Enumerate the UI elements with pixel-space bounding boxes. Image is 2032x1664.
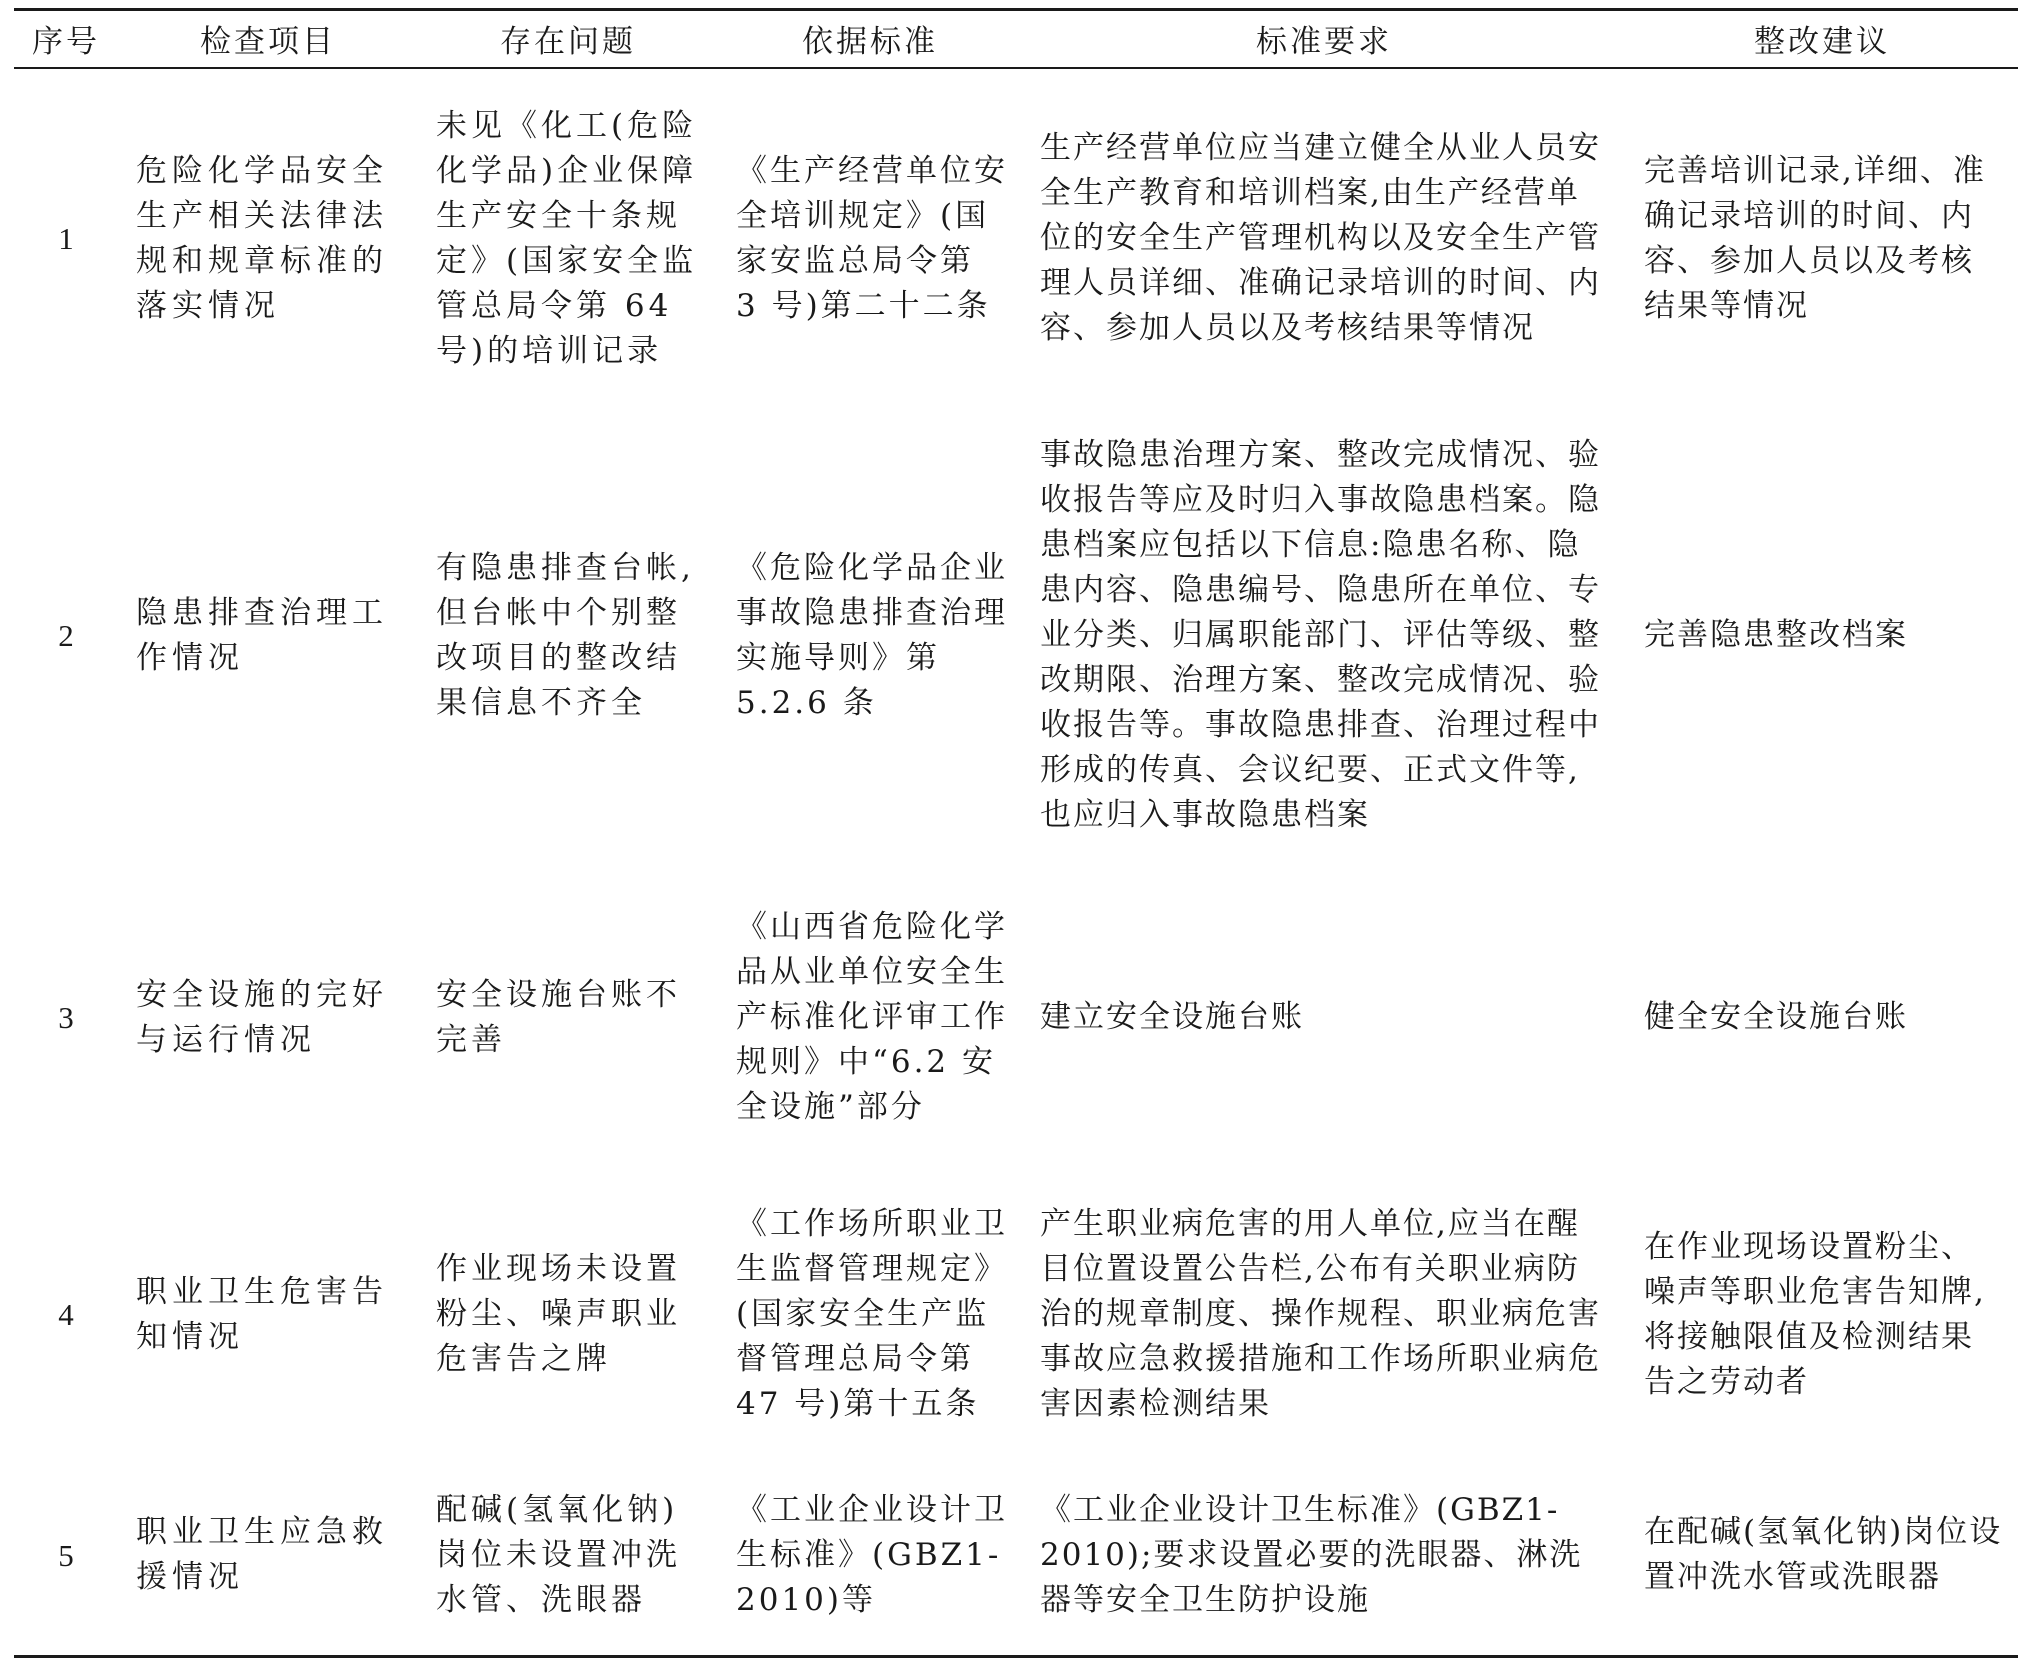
table-row (14, 409, 2018, 862)
cell-item: 危险化学品安全生产相关法律法规和规章标准的落实情况 (136, 152, 388, 324)
table-body (14, 68, 2018, 1657)
cell-requirement: 事故隐患治理方案、整改完成情况、验收报告等应及时归入事故隐患档案。隐患档案应包括以下信息:隐患名称、隐患内容、隐患编号、隐患所在单位、专业分类、归属职能部门、评估等级、整改期限、治理方案、整改完成情况、验收报告等。事故隐患排查、治理过程中形成的传真、会议纪要、正式文件等,也应归入事故隐患档案 (1040, 437, 1601, 834)
cell-problem: 配碱(氢氧化钠)岗位未设置冲洗水管、洗眼器 (436, 1491, 681, 1618)
cell-basis: 《危险化学品企业事故隐患排查治理实施导则》第 5.2.6 条 (736, 549, 1008, 721)
cell-suggestion: 在配碱(氢氧化钠)岗位设置冲洗水管或洗眼器 (1644, 1514, 2003, 1596)
cell-requirement: 建立安全设施台账 (1040, 999, 1304, 1036)
table-header (14, 10, 2018, 68)
table-row (14, 862, 2018, 1174)
cell-no: 2 (58, 618, 74, 654)
cell-item: 隐患排查治理工作情况 (136, 594, 388, 676)
cell-no: 4 (58, 1297, 74, 1333)
cell-basis: 《工作场所职业卫生监督管理规定》(国家安全生产监督管理总局令第 47 号)第十五条 (736, 1206, 1008, 1423)
document-page (14, 8, 2018, 1658)
cell-basis: 《生产经营单位安全培训规定》(国家安监总局令第 3 号)第二十二条 (736, 152, 1008, 324)
cell-problem: 作业现场未设置粉尘、噪声职业危害告之牌 (436, 1251, 681, 1378)
table-row (14, 1174, 2018, 1456)
cell-suggestion: 健全安全设施台账 (1644, 999, 1908, 1036)
header-requirement: 标准要求 (1022, 10, 1626, 68)
cell-basis: 《山西省危险化学品从业单位安全生产标准化评审工作规则》中“6.2 安全设施”部分 (736, 909, 1008, 1126)
header-problem: 存在问题 (418, 10, 718, 68)
header-suggestion: 整改建议 (1626, 10, 2018, 68)
cell-no: 5 (58, 1537, 74, 1573)
header-item: 检查项目 (118, 10, 418, 68)
cell-suggestion: 完善培训记录,详细、准确记录培训的时间、内容、参加人员以及考核结果等情况 (1644, 152, 1986, 324)
table-row (14, 68, 2018, 410)
cell-item: 职业卫生危害告知情况 (136, 1273, 388, 1355)
cell-suggestion: 完善隐患整改档案 (1644, 617, 1908, 654)
inspection-table (14, 8, 2018, 1658)
cell-problem: 安全设施台账不完善 (436, 976, 681, 1058)
cell-no: 1 (58, 221, 74, 257)
cell-basis: 《工业企业设计卫生标准》(GBZ1-2010)等 (736, 1491, 1008, 1618)
cell-item: 安全设施的完好与运行情况 (136, 976, 388, 1058)
cell-suggestion: 在作业现场设置粉尘、噪声等职业危害告知牌,将接触限值及检测结果告之劳动者 (1644, 1228, 1986, 1400)
cell-requirement: 产生职业病危害的用人单位,应当在醒目位置设置公告栏,公布有关职业病防治的规章制度、操作规程、职业病危害事故应急救援措施和工作场所职业病危害因素检测结果 (1040, 1206, 1601, 1423)
header-basis: 依据标准 (718, 10, 1022, 68)
cell-no: 3 (58, 1000, 74, 1036)
cell-requirement: 生产经营单位应当建立健全从业人员安全生产教育和培训档案,由生产经营单位的安全生产管理机构以及安全生产管理人员详细、准确记录培训的时间、内容、参加人员以及考核结果等情况 (1040, 130, 1601, 347)
cell-requirement: 《工业企业设计卫生标准》(GBZ1-2010);要求设置必要的洗眼器、淋洗器等安全卫生防护设施 (1040, 1491, 1583, 1618)
header-no: 序号 (14, 10, 118, 68)
cell-item: 职业卫生应急救援情况 (136, 1514, 388, 1596)
header-row (14, 10, 2018, 68)
table-row (14, 1455, 2018, 1656)
cell-problem: 未见《化工(危险化学品)企业保障生产安全十条规定》(国家安全监管总局令第 64 号)的培训记录 (436, 107, 698, 369)
cell-problem: 有隐患排查台帐,但台帐中个别整改项目的整改结果信息不齐全 (436, 549, 695, 721)
